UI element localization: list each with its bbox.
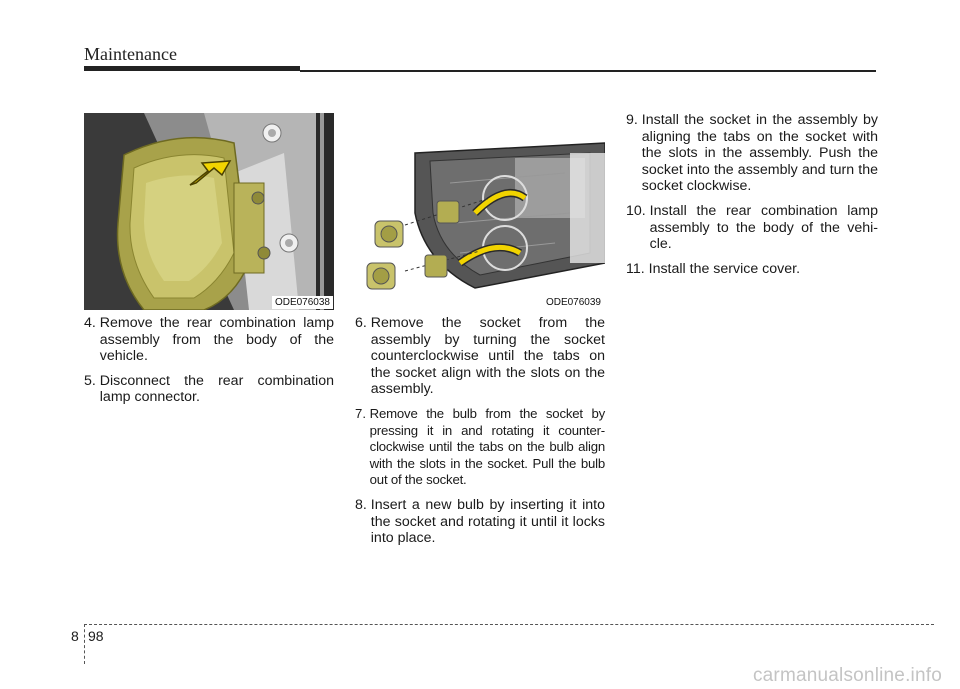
step-number: 7. [355, 405, 370, 421]
instruction-step [84, 373, 334, 406]
figure-code: ODE076038 [272, 296, 333, 309]
step-text: Remove the bulb from the socket by pressing it in and rotating it counter-clockwise until the tabs on the bulb align with the slots in the socket. Pull the bulb out of the socket. [369, 405, 605, 488]
step-text: Remove the socket from the assembly by turning the socket counterclockwise until the tabs on the socket align with the slots on the assembly. [370, 315, 605, 398]
figure-code: ODE076039 [543, 296, 604, 309]
header-rule-thick [84, 66, 300, 71]
step-number: 5. [84, 372, 100, 389]
step-number: 10. [626, 202, 650, 219]
instruction-step [355, 315, 605, 398]
step-number: 6. [355, 315, 371, 331]
lamp-removal-illustration [84, 113, 334, 310]
figure-socket-removal [355, 113, 605, 310]
socket-removal-illustration [355, 113, 605, 310]
step-text: Insert a new bulb by inserting it into the socket and rotating it until it locks into place. [370, 496, 605, 547]
instruction-step [626, 261, 878, 278]
instruction-step [355, 497, 605, 547]
step-text: Install the socket in the assembly by aligning the tabs on the socket with the slots in the assembly. Push the socket into the assembly and turn the socket clockwise. [641, 112, 878, 195]
step-text: Install the rear combination lamp assembly to the body of the vehi-cle. [649, 202, 878, 253]
step-text: Install the service cover. [648, 260, 801, 277]
instruction-step [626, 112, 878, 195]
text-column-1 [84, 315, 334, 414]
step-text: Disconnect the rear combination lamp connector. [99, 372, 334, 406]
instruction-step [626, 203, 878, 253]
step-number: 11. [626, 260, 649, 277]
section-title: Maintenance [84, 44, 177, 64]
instruction-step [355, 406, 605, 489]
step-text: Remove the rear combination lamp assembly from the body of the vehicle. [99, 315, 334, 365]
footer-divider [84, 624, 934, 625]
figure-lamp-removal [84, 113, 334, 310]
chapter-number: 8 [71, 628, 79, 644]
step-number: 9. [626, 112, 642, 128]
header-rule-thin [300, 70, 876, 72]
footer-vertical-divider [84, 624, 85, 664]
text-column-3 [626, 112, 878, 285]
step-number: 4. [84, 315, 100, 331]
text-column-2 [355, 315, 605, 555]
instruction-step [84, 315, 334, 365]
page-number: 98 [88, 628, 104, 644]
watermark: carmanualsonline.info [752, 665, 942, 686]
step-number: 8. [355, 496, 371, 513]
